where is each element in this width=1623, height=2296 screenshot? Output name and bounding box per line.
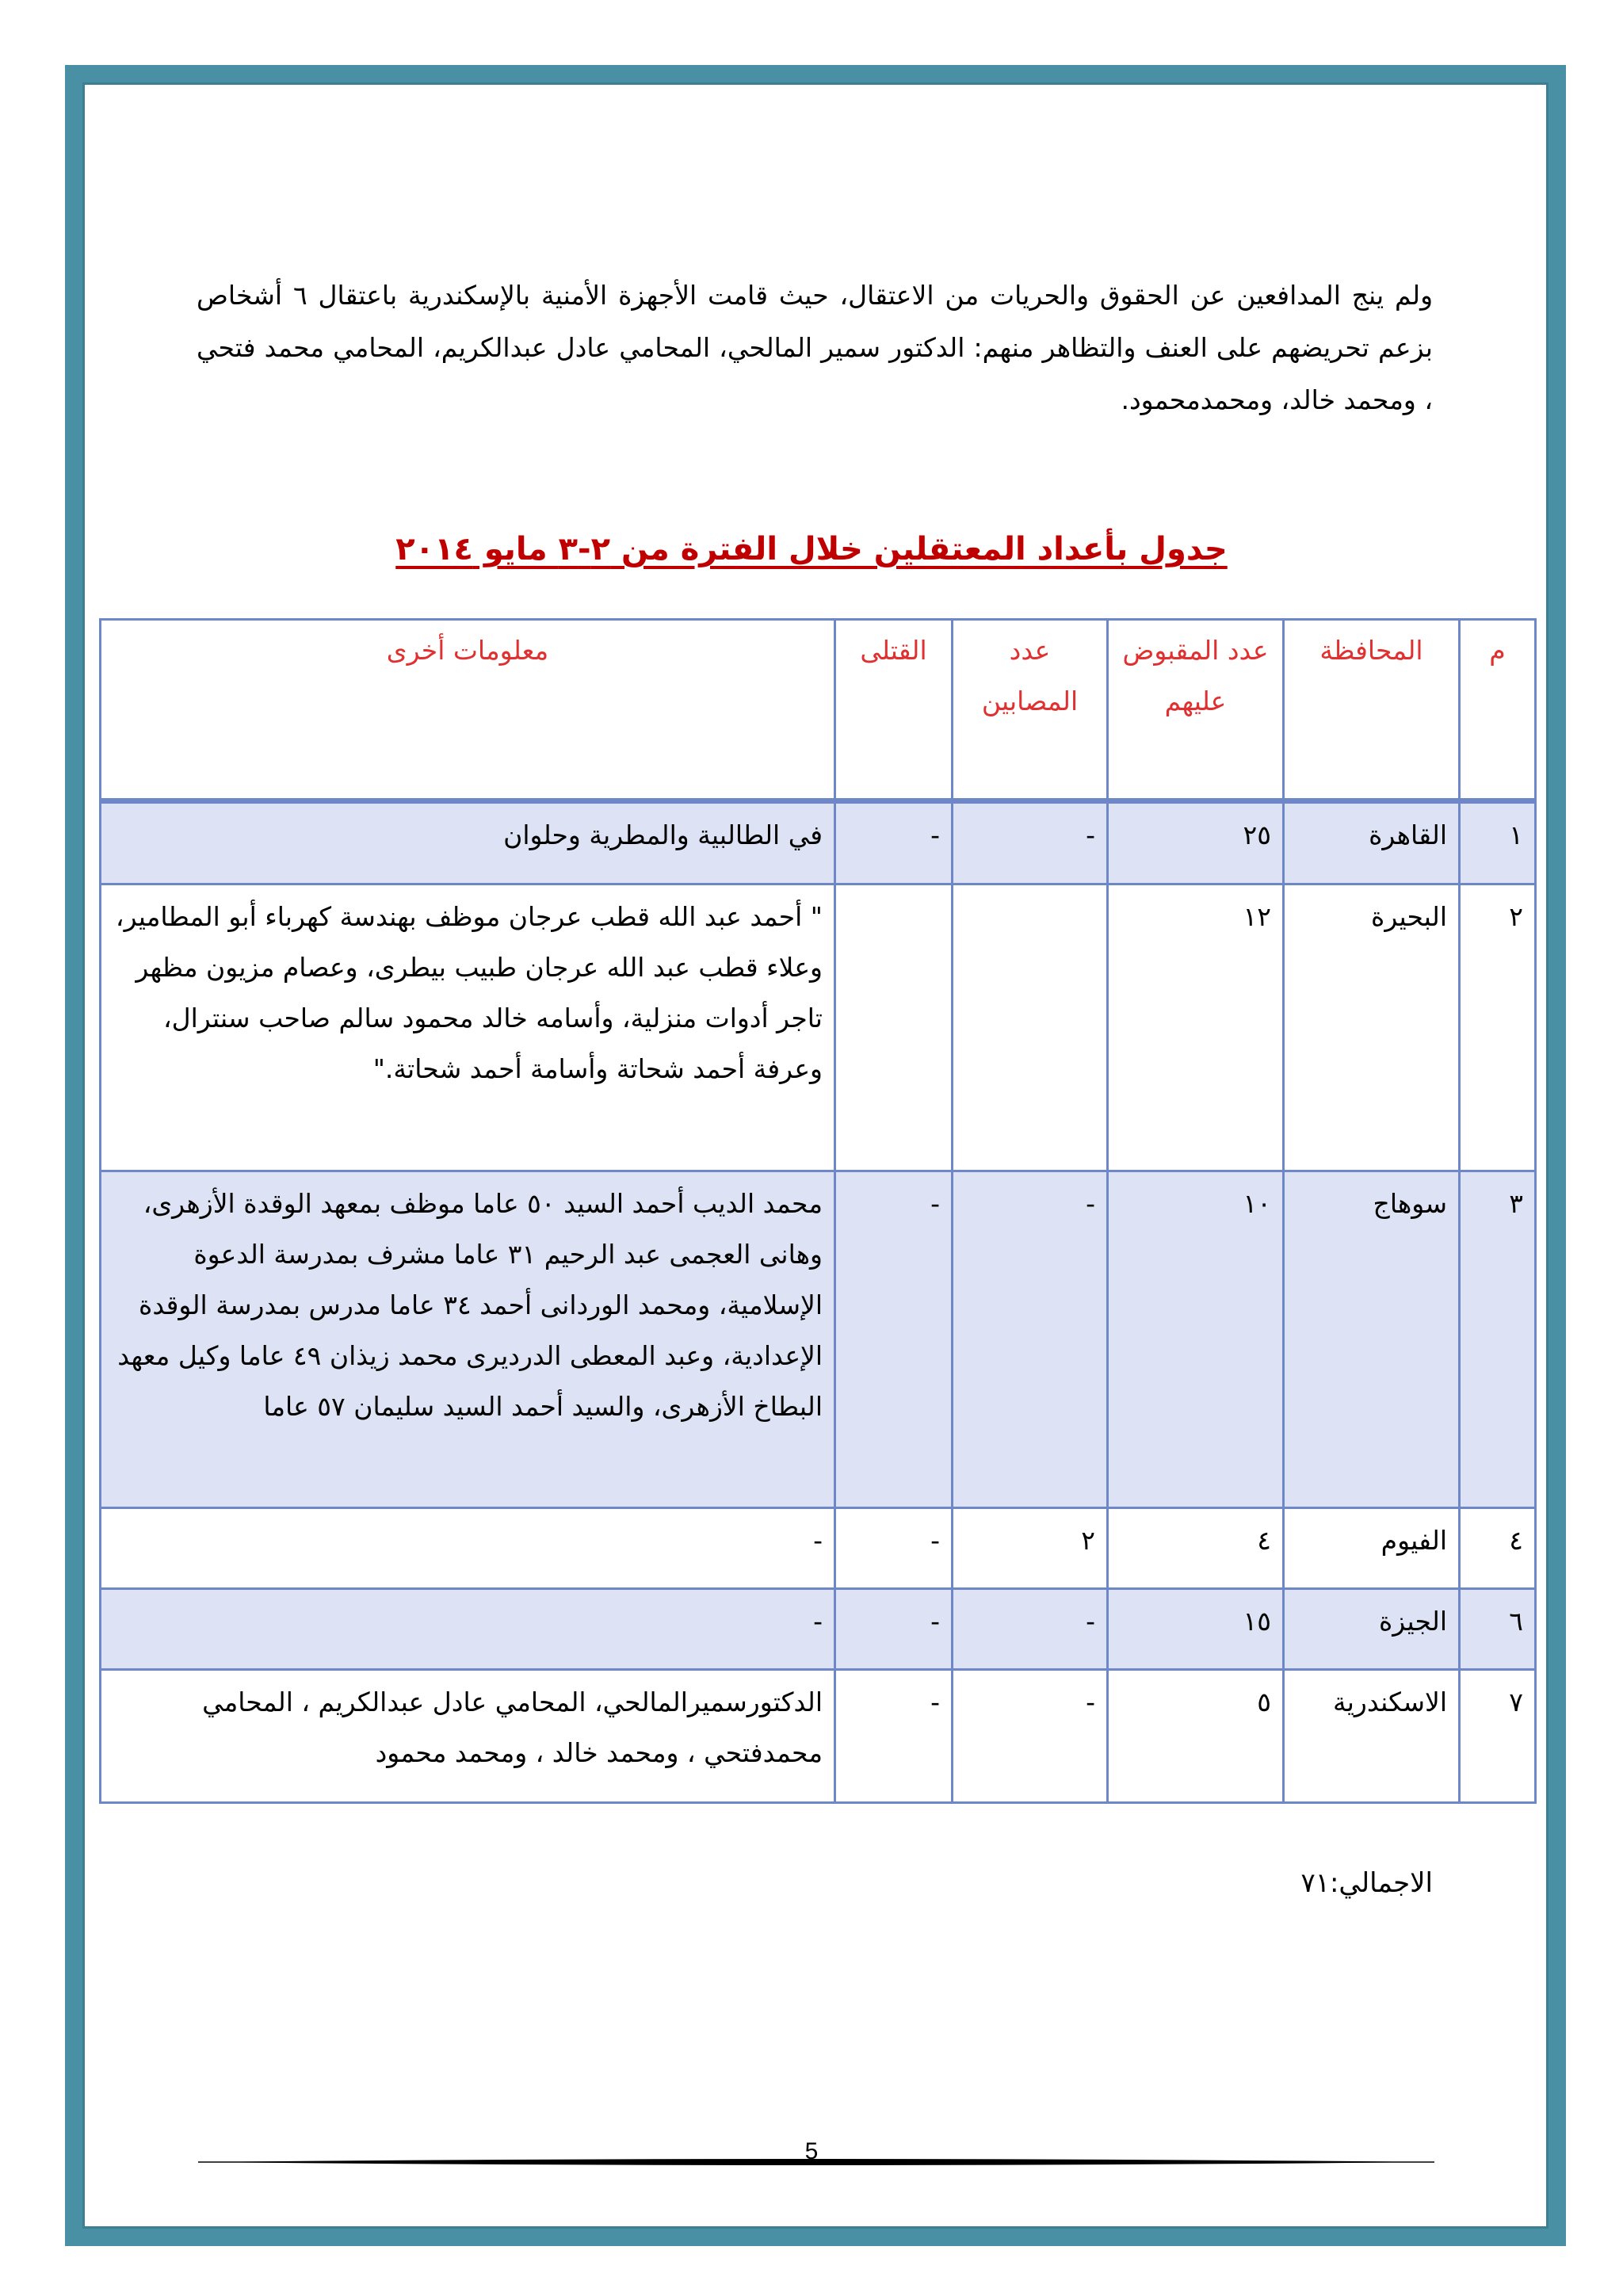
cell-injured: - — [953, 801, 1108, 884]
header-num: م — [1460, 620, 1536, 801]
cell-injured: - — [953, 1171, 1108, 1508]
table-row — [101, 1508, 1536, 1589]
cell-arrested: ١٠ — [1108, 1171, 1284, 1508]
cell-arrested: ١٢ — [1108, 884, 1284, 1171]
header-injured: عدد المصابين — [953, 620, 1108, 801]
table-row — [101, 884, 1536, 1171]
table-header-row — [101, 620, 1536, 801]
cell-arrested: ٤ — [1108, 1508, 1284, 1589]
cell-num: ١ — [1460, 801, 1536, 884]
intro-paragraph: ولم ينج المدافعين عن الحقوق والحريات من الاعتقال، حيث قامت الأجهزة الأمنية بالإسكندرية باعتقال ٦ أشخاص بزعم تحريضهم على العنف والتظاهر منهم: الدكتور سمير المالحي، المحامي عادل عبدالكريم، المحامي محمد فتحي ، ومحمد خالد، ومحمدمحمود. — [197, 280, 1434, 415]
cell-other-info: في الطالبية والمطرية وحلوان — [101, 801, 835, 884]
cell-other-info: - — [101, 1508, 835, 1589]
cell-injured: - — [953, 1589, 1108, 1670]
table-row — [101, 1589, 1536, 1670]
cell-killed: - — [835, 1171, 953, 1508]
cell-killed: - — [835, 1508, 953, 1589]
cell-other-info: - — [101, 1589, 835, 1670]
cell-injured: ٢ — [953, 1508, 1108, 1589]
cell-killed — [835, 884, 953, 1171]
cell-other-info: " أحمد عبد الله قطب عرجان موظف بهندسة كهرباء أبو المطامير، وعلاء قطب عبد الله عرجان طبيب بيطرى، وعصام مزيون مظهر تاجر أدوات منزلية، وأسامه خالد محمود سالم صاحب سنترال، وعرفة أحمد شحاتة وأسامة أحمد شحاتة." — [101, 884, 835, 1171]
cell-arrested: ٢٥ — [1108, 801, 1284, 884]
table-title: جدول بأعداد المعتقلين خلال الفترة من ٢-٣ مايو ٢٠١٤ — [395, 531, 1228, 567]
header-arrested: عدد المقبوض عليهم — [1108, 620, 1284, 801]
cell-governorate: سوهاج — [1284, 1171, 1460, 1508]
cell-arrested: ٥ — [1108, 1670, 1284, 1803]
cell-other-info: الدكتورسميرالمالحي، المحامي عادل عبدالكريم ، المحامي محمدفتحي ، ومحمد خالد ، ومحمد محمود — [101, 1670, 835, 1803]
cell-num: ٦ — [1460, 1589, 1536, 1670]
cell-num: ٢ — [1460, 884, 1536, 1171]
page-number: 5 — [804, 2138, 819, 2164]
cell-governorate: البحيرة — [1284, 884, 1460, 1171]
cell-num: ٤ — [1460, 1508, 1536, 1589]
cell-governorate: الفيوم — [1284, 1508, 1460, 1589]
cell-other-info: محمد الديب أحمد السيد ٥٠ عاما موظف بمعهد الوقدة الأزهرى، وهانى العجمى عبد الرحيم ٣١ عاما مشرف بمدرسة الدعوة الإسلامية، ومحمد الوردانى أحمد ٣٤ عاما مدرس بمدرسة الوقدة الإعدادية، وعبد المعطى الدرديرى محمد زيذان ٤٩ عاما وكيل معهد البطاخ الأزهرى، والسيد أحمد السيد سليمان ٥٧ عاما — [101, 1171, 835, 1508]
cell-killed: - — [835, 801, 953, 884]
cell-num: ٣ — [1460, 1171, 1536, 1508]
table-row — [101, 801, 1536, 884]
table-row — [101, 1171, 1536, 1508]
cell-governorate: الاسكندرية — [1284, 1670, 1460, 1803]
table-row — [101, 1670, 1536, 1803]
cell-num: ٧ — [1460, 1670, 1536, 1803]
cell-governorate: الجيزة — [1284, 1589, 1460, 1670]
header-killed: القتلى — [835, 620, 953, 801]
detainees-table — [99, 618, 1537, 1804]
cell-arrested: ١٥ — [1108, 1589, 1284, 1670]
cell-killed: - — [835, 1670, 953, 1803]
header-other-info: معلومات أخرى — [101, 620, 835, 801]
cell-injured — [953, 884, 1108, 1171]
cell-killed: - — [835, 1589, 953, 1670]
cell-governorate: القاهرة — [1284, 801, 1460, 884]
total-count: الاجمالي:٧١ — [1300, 1867, 1433, 1899]
header-governorate: المحافظة — [1284, 620, 1460, 801]
cell-injured: - — [953, 1670, 1108, 1803]
